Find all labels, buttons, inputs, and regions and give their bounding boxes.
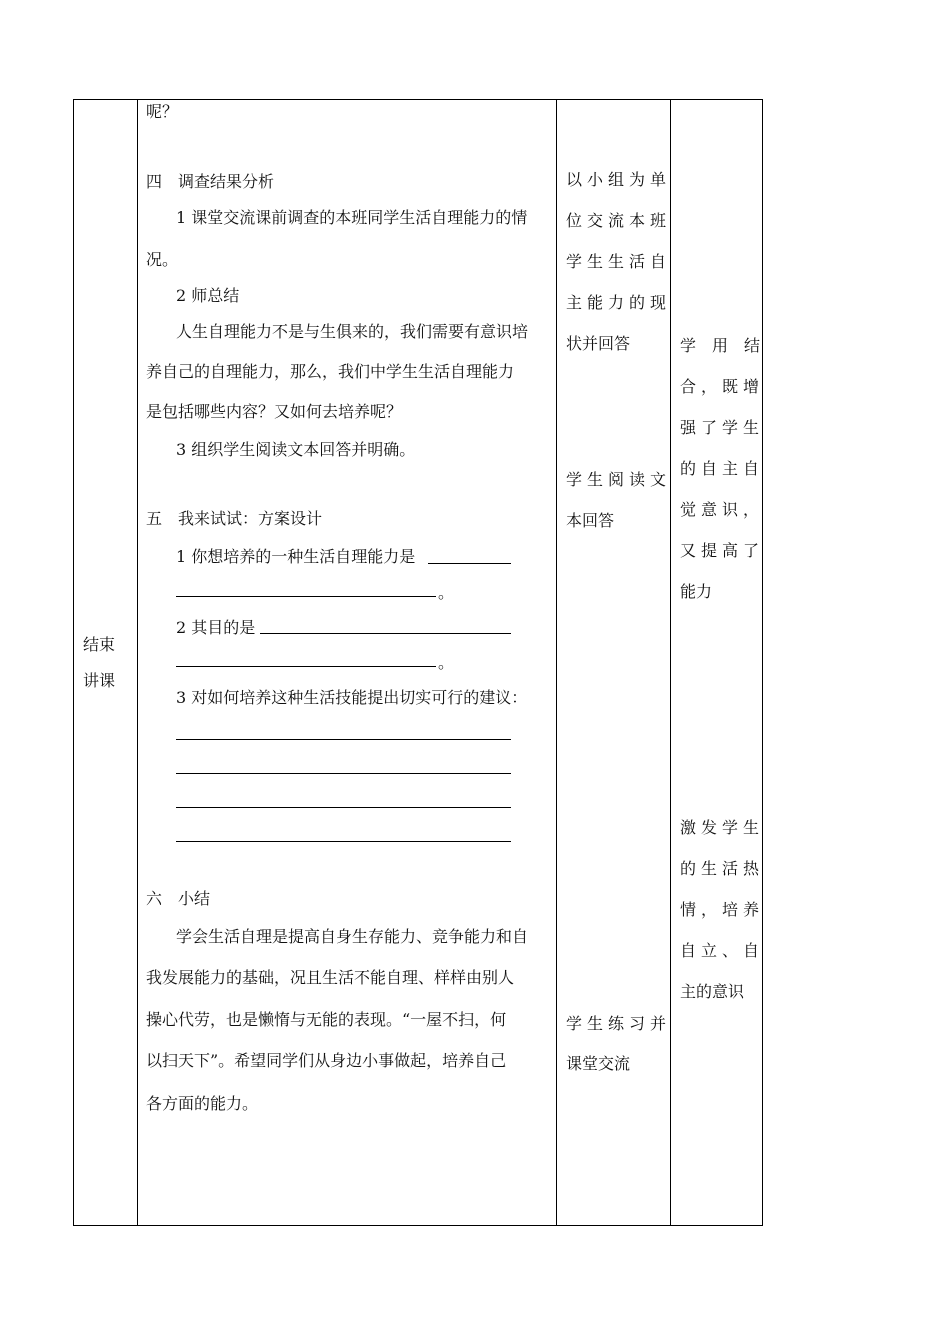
intent-line: 强了学生 <box>680 418 765 437</box>
intent-line: 主的意识 <box>680 982 745 1001</box>
answer-blank[interactable] <box>176 841 511 842</box>
intent-line: 激发学生 <box>680 818 765 837</box>
intent-line: 的自主自 <box>680 459 765 478</box>
stage-label-line1: 结束 <box>83 635 116 654</box>
question-three: 3 对如何培养这种生活技能提出切实可行的建议： <box>176 688 528 707</box>
activity-line: 位交流本班 <box>566 211 672 230</box>
section-six-heading: 六 小结 <box>146 889 211 908</box>
answer-blank[interactable] <box>176 773 511 774</box>
activity-line: 学生生活自 <box>566 252 672 271</box>
intent-line: 能力 <box>680 582 713 601</box>
intent-line: 又提高了 <box>680 541 765 560</box>
answer-blank[interactable] <box>428 563 511 564</box>
intent-line: 觉意识， <box>680 500 765 519</box>
activity-line: 状并回答 <box>566 334 631 353</box>
paragraph-line: 以扫天下”。希望同学们从身边小事做起，培养自己 <box>146 1051 507 1070</box>
section-four-heading: 四 调查结果分析 <box>146 172 275 191</box>
answer-blank[interactable] <box>176 739 511 740</box>
activity-line: 学生阅读文 <box>566 470 672 489</box>
paragraph-line: 我发展能力的基础，况且生活不能自理、样样由别人 <box>146 968 515 987</box>
paragraph-line: 3 组织学生阅读文本回答并明确。 <box>176 440 416 459</box>
activity-line: 本回答 <box>566 511 615 530</box>
column-divider <box>556 100 557 1225</box>
paragraph-line: 人生自理能力不是与生俱来的，我们需要有意识培 <box>176 322 529 341</box>
intent-line: 合，既增 <box>680 377 765 396</box>
activity-line: 课堂交流 <box>566 1054 631 1073</box>
intent-line: 自立、自 <box>680 941 765 960</box>
activity-line: 以小组为单 <box>566 170 672 189</box>
intent-line: 的生活热 <box>680 859 765 878</box>
activity-line: 主能力的现 <box>566 293 672 312</box>
stage-label-line2: 讲课 <box>83 671 116 690</box>
answer-blank[interactable] <box>176 596 436 597</box>
period-mark: 。 <box>438 583 455 602</box>
paragraph-line: 操心代劳，也是懒惰与无能的表现。“一屋不扫，何 <box>146 1010 507 1029</box>
answer-blank[interactable] <box>176 807 511 808</box>
answer-blank[interactable] <box>176 666 436 667</box>
section-five-heading: 五 我来试试：方案设计 <box>146 509 323 528</box>
paragraph-line: 各方面的能力。 <box>146 1094 259 1113</box>
period-mark: 。 <box>438 653 455 672</box>
question-two: 2 其目的是 <box>176 618 256 637</box>
continuation-text: 呢？ <box>146 102 179 121</box>
activity-line: 学生练习并 <box>566 1014 672 1033</box>
intent-line: 情，培养 <box>680 900 765 919</box>
column-divider <box>137 100 138 1225</box>
question-one: 1 你想培养的一种生活自理能力是 <box>176 547 416 566</box>
intent-line: 学 用 结 <box>680 336 761 355</box>
paragraph-line: 2 师总结 <box>176 286 240 305</box>
paragraph-line: 是包括哪些内容？又如何去培养呢？ <box>146 402 403 421</box>
paragraph-line: 学会生活自理是提高自身生存能力、竞争能力和自 <box>176 927 529 946</box>
paragraph-line: 养自己的自理能力，那么，我们中学生生活自理能力 <box>146 362 515 381</box>
answer-blank[interactable] <box>260 633 511 634</box>
paragraph-line: 1 课堂交流课前调查的本班同学生活自理能力的情 <box>176 208 528 227</box>
paragraph-line: 况。 <box>146 250 179 269</box>
